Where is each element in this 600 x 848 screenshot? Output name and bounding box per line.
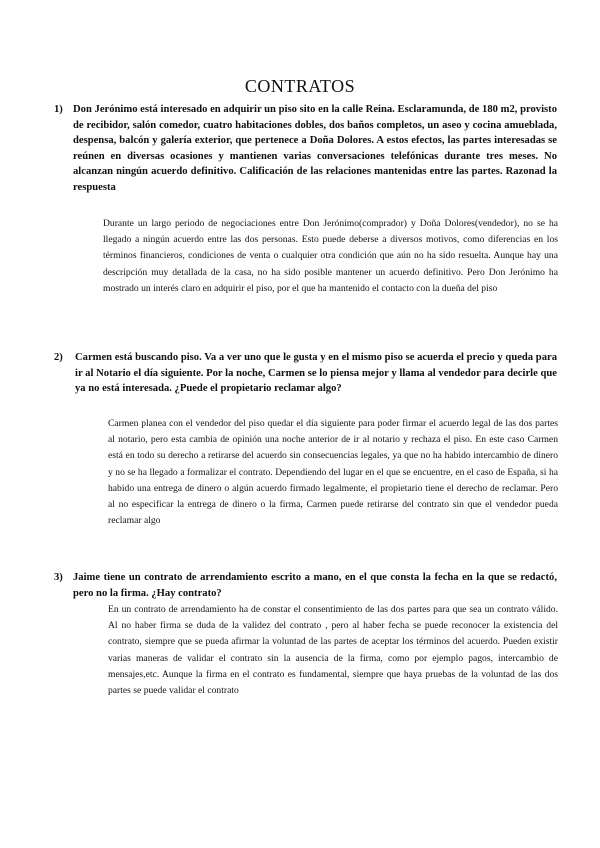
question-1-number: 1) [54, 104, 63, 115]
question-3-number: 3) [54, 572, 63, 583]
question-2-text: Carmen está buscando piso. Va a ver uno que le gusta y en el mismo piso se acuerda el precio y queda para ir al Notario el día siguiente. Por la noche, Carmen se lo piensa mejor y llama al vendedor para decirle que ya no está interesada. ¿Puede el propietario reclamar algo? [75, 352, 557, 395]
page-title: CONTRATOS [244, 76, 356, 96]
answer-3-text: En un contrato de arrendamiento ha de constar el consentimiento de las dos partes para que sea un contrato válido. Al no haber firma se duda de la validez del contrato , pero al haber fecha se puede reconocer la existencia del contrato, siempre que se pueda afirmar la voluntad de las partes de aceptar los términos del acuerdo. Pueden existir varias maneras de validar el contrato sin la ausencia de la firma, como por ejemplo pagos, intercambio de mensajes,etc. Aunque la firma en el contrato es fundamental, siempre que haya pruebas de la voluntad de las dos partes se puede validar el contrato [108, 604, 558, 697]
question-2-number: 2) [54, 352, 63, 363]
answer-1-text: Durante un largo periodo de negociaciones entre Don Jerónimo(comprador) y Doña Dolores(vendedor), no se ha llegado a ningún acuerdo entre las dos personas. Esto puede deberse a diversos motivos, como diferencias en los términos financieros, condiciones de venta o cualquier otra condición que aún no ha sido resuelta. Aunque hay una descripción muy detallada de la casa, no ha sido posible mantener un acuerdo definitivo. Pero Don Jerónimo ha mostrado un interés claro en adquirir el piso, por el que ha mantenido el contacto con la dueña del piso [103, 218, 558, 294]
question-3-text: Jaime tiene un contrato de arrendamiento escrito a mano, en el que consta la fecha en la que se redactó, pero no la firma. ¿Hay contrato? [73, 572, 557, 599]
answer-2-text: Carmen planea con el vendedor del piso quedar el día siguiente para poder firmar el acuerdo legal de las dos partes al notario, pero esta cambia de opinión una noche anterior de ir al notario y rechaza el piso. En este caso Carmen está en todo su derecho a retirarse del acuerdo sin consecuencias legales, ya que no ha habido intercambio de dinero y no se ha llegado a formalizar el contrato. Dependiendo del lugar en el que se encuentre, en el caso de España, si ha habido una entrega de dinero o algún acuerdo firmado legalmente, el propietario tiene el derecho de reclamar. Pero al no especificar la entrega de dinero o la firma, Carmen puede retirarse del contrato sin que el vendedor pueda reclamar algo [108, 418, 558, 527]
question-1-text: Don Jerónimo está interesado en adquirir un piso sito en la calle Reina. Esclaramunda, de 180 m2, provisto de recibidor, salón comedor, cuatro habitaciones dobles, dos baños completos, un aseo y cocina amueblada, despensa, balcón y galería exterior, que pertenece a Doña Dolores. A estos efectos, las partes interesadas se reúnen en diversas ocasiones y mantienen varias conversaciones telefónicas durante tres meses. No alcanzan ningún acuerdo definitivo. Calificación de las relaciones mantenidas entre las partes. Razonad la respuesta [73, 104, 557, 193]
